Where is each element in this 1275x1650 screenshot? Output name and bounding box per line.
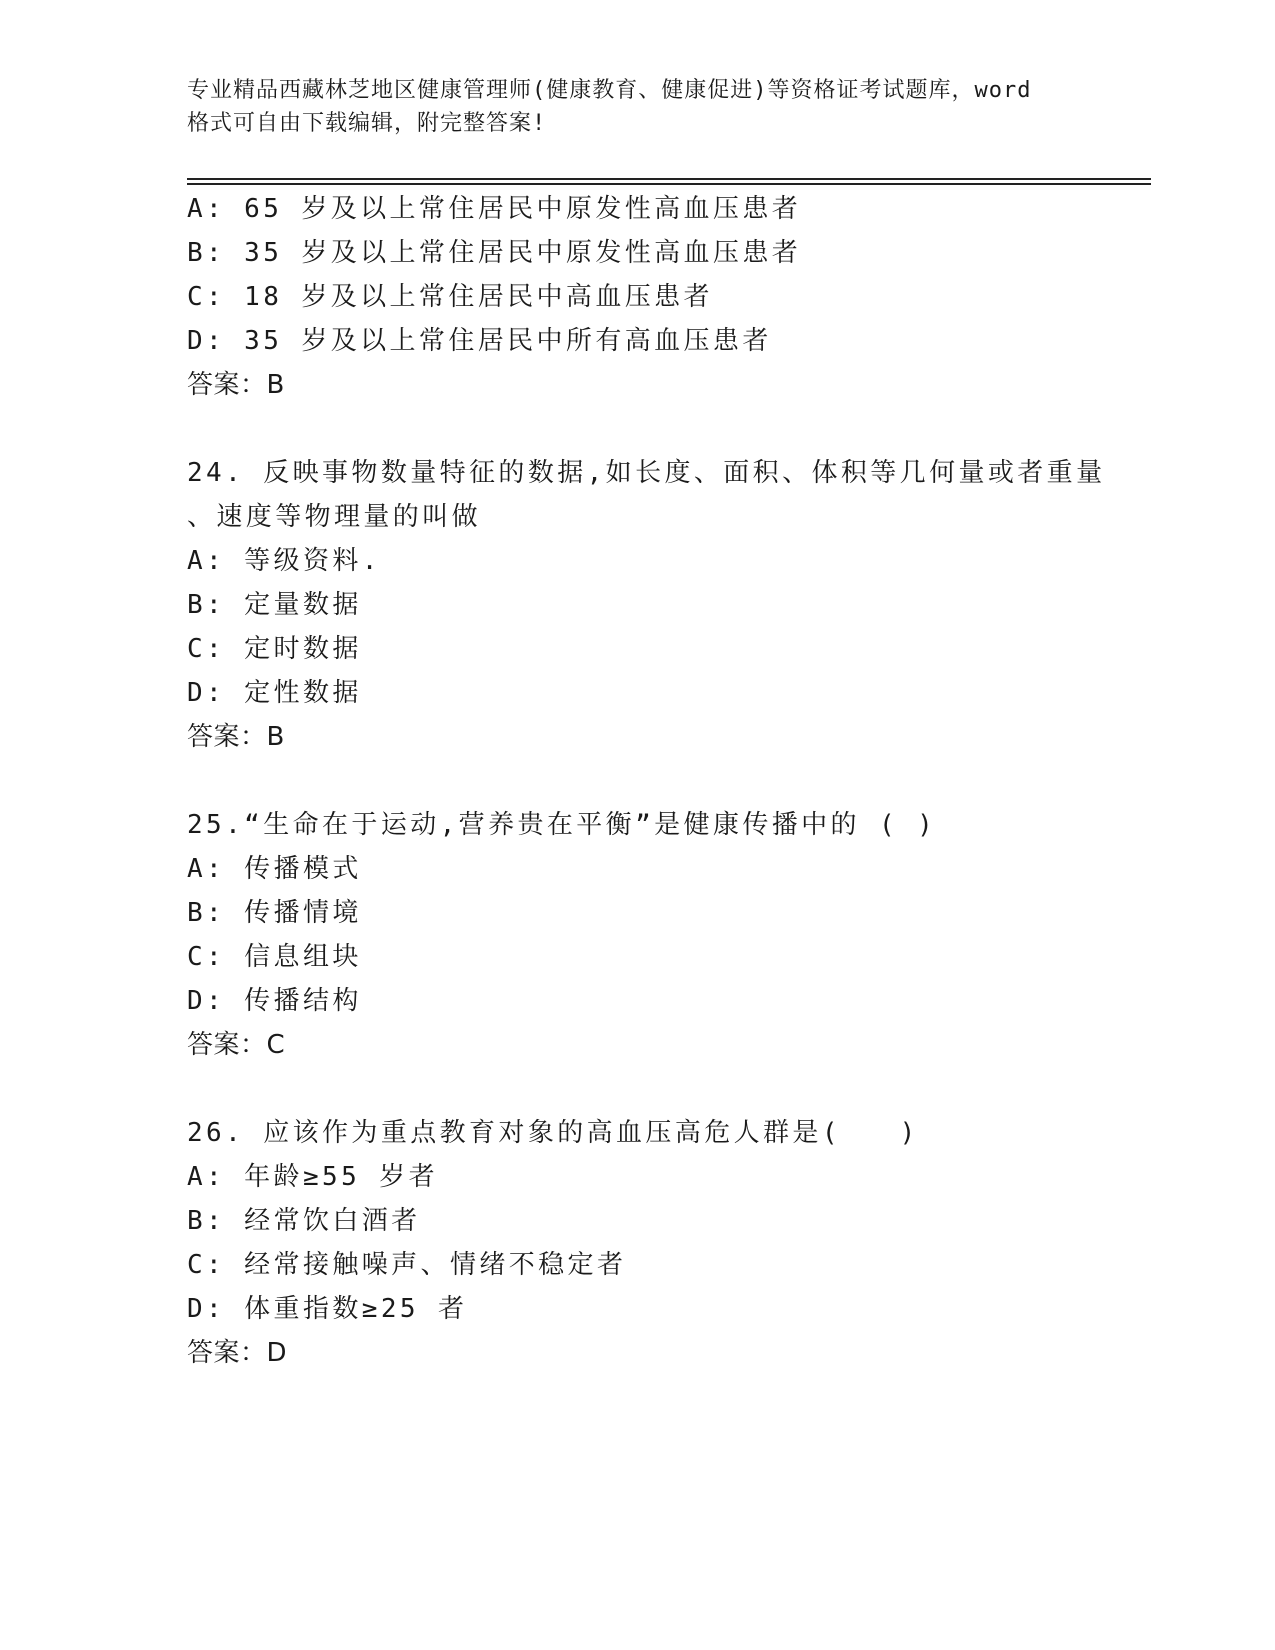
- header-line-2: 格式可自由下载编辑，附完整答案!: [187, 111, 547, 136]
- q25-stem-line-1: 25.“生命在于运动,营养贵在平衡”是健康传播中的 ( ): [187, 810, 937, 840]
- q23-option-d: D: 35 岁及以上常住居民中所有高血压患者: [187, 326, 772, 356]
- header-divider-top: [187, 178, 1151, 180]
- q25-option-d: D: 传播结构: [187, 986, 362, 1016]
- q23-option-b: B: 35 岁及以上常住居民中原发性高血压患者: [187, 238, 802, 268]
- q24-option-c: C: 定时数据: [187, 634, 362, 664]
- q25-option-a: A: 传播模式: [187, 854, 362, 884]
- header-line-1: 专业精品西藏林芝地区健康管理师(健康教育、健康促进)等资格证考试题库，word: [187, 78, 1032, 103]
- header-divider-bottom: [187, 183, 1151, 185]
- q26-stem-line-1: 26. 应该作为重点教育对象的高血压高危人群是( ): [187, 1118, 919, 1148]
- q23-option-c: C: 18 岁及以上常住居民中高血压患者: [187, 282, 713, 312]
- q24-answer: 答案：B: [187, 722, 285, 752]
- document-header: [187, 74, 1107, 140]
- q26-option-d: D: 体重指数≥25 者: [187, 1294, 468, 1324]
- q24-option-d: D: 定性数据: [187, 678, 362, 708]
- q25-option-c: C: 信息组块: [187, 942, 362, 972]
- q24-stem-line-2: 、速度等物理量的叫做: [187, 502, 482, 532]
- q26-option-b: B: 经常饮白酒者: [187, 1206, 421, 1236]
- q23-option-a: A: 65 岁及以上常住居民中原发性高血压患者: [187, 194, 802, 224]
- q25-answer: 答案：C: [187, 1030, 286, 1060]
- q24-stem-line-1: 24. 反映事物数量特征的数据,如长度、面积、体积等几何量或者重量: [187, 458, 1106, 488]
- q23-answer: 答案：B: [187, 370, 285, 400]
- q26-option-a: A: 年龄≥55 岁者: [187, 1162, 438, 1192]
- q24-option-a: A: 等级资料.: [187, 546, 381, 576]
- q24-option-b: B: 定量数据: [187, 590, 362, 620]
- q26-option-c: C: 经常接触噪声、情绪不稳定者: [187, 1250, 627, 1280]
- q26-answer: 答案：D: [187, 1338, 288, 1368]
- q25-option-b: B: 传播情境: [187, 898, 362, 928]
